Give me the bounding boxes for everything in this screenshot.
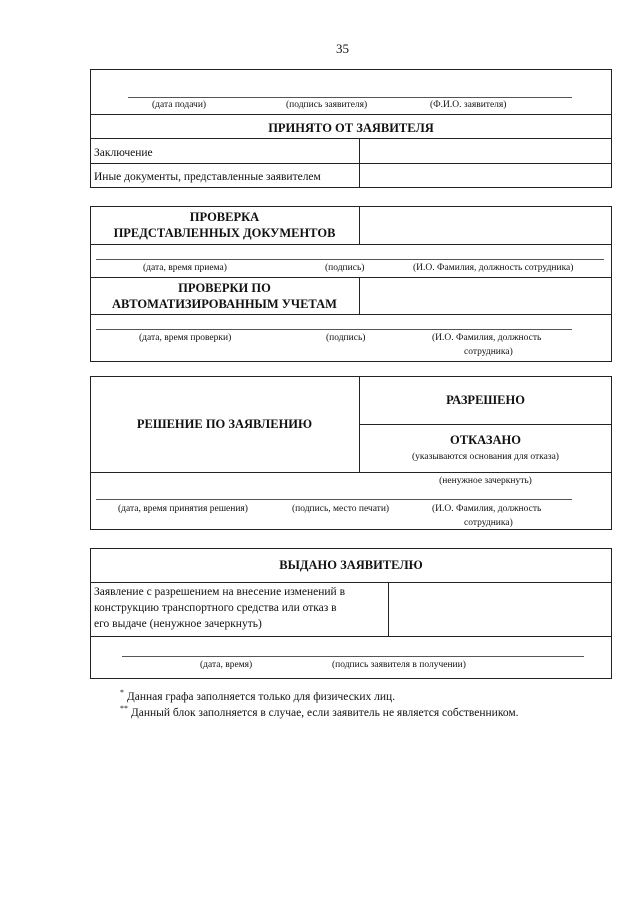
block1-divider-1 bbox=[90, 114, 612, 115]
footnote-1 bbox=[120, 689, 395, 703]
refusal-reason-note: (указываются основания для отказа) bbox=[412, 452, 559, 462]
receipt-employee-caption: (И.О. Фамилия, должность сотрудника) bbox=[413, 263, 574, 273]
footnote-1-mark: * bbox=[120, 688, 124, 697]
check-documents-heading-line1: ПРОВЕРКА bbox=[189, 210, 260, 224]
block2-divider-3 bbox=[90, 314, 612, 315]
block3-option-divider bbox=[359, 424, 612, 425]
block3-signature-line bbox=[96, 499, 572, 500]
auto-check-heading-line2: АВТОМАТИЗИРОВАННЫМ УЧЕТАМ bbox=[112, 297, 337, 311]
block2-column-divider-top bbox=[359, 206, 360, 244]
refused-option: ОТКАЗАНО bbox=[450, 433, 521, 447]
footnote-2-mark: ** bbox=[120, 704, 128, 713]
block2-divider-1 bbox=[90, 244, 612, 245]
conclusion-label: Заключение bbox=[94, 147, 153, 159]
decision-employee-caption-line1: (И.О. Фамилия, должность bbox=[432, 504, 542, 514]
applicant-signature-caption: (подпись заявителя) bbox=[286, 100, 368, 110]
check-documents-heading-line2: ПРЕДСТАВЛЕННЫХ ДОКУМЕНТОВ bbox=[113, 226, 336, 240]
allowed-option: РАЗРЕШЕНО bbox=[446, 393, 525, 407]
decision-signature-stamp-caption: (подпись, место печати) bbox=[292, 504, 390, 514]
check-employee-caption-line2: сотрудника) bbox=[464, 347, 513, 357]
block2-signature-line-1 bbox=[96, 259, 604, 260]
block4-divider-1 bbox=[90, 582, 612, 583]
check-employee-caption-line1: (И.О. Фамилия, должность bbox=[432, 333, 542, 343]
receipt-date-caption: (дата, время приема) bbox=[143, 263, 227, 273]
auto-check-heading-line1: ПРОВЕРКИ ПО bbox=[178, 281, 271, 295]
submission-date-caption: (дата подачи) bbox=[152, 100, 207, 110]
footnote-2-text: Данный блок заполняется в случае, если заявитель не является собственником. bbox=[128, 706, 519, 719]
block4-column-divider bbox=[388, 582, 389, 636]
receipt-signature-caption-applicant: (подпись заявителя в получении) bbox=[332, 660, 466, 670]
applicant-fio-caption: (Ф.И.О. заявителя) bbox=[430, 100, 507, 110]
issued-heading: ВЫДАНО ЗАЯВИТЕЛЮ bbox=[279, 558, 423, 572]
block2-signature-line-2 bbox=[96, 329, 572, 330]
receipt-signature-caption: (подпись) bbox=[325, 263, 365, 273]
decision-heading: РЕШЕНИЕ ПО ЗАЯВЛЕНИЮ bbox=[136, 417, 313, 431]
strike-through-note: (ненужное зачеркнуть) bbox=[439, 476, 532, 486]
received-heading: ПРИНЯТО ОТ ЗАЯВИТЕЛЯ bbox=[268, 121, 434, 135]
block2-divider-2 bbox=[90, 277, 612, 278]
other-documents-label: Иные документы, представленные заявителем bbox=[94, 171, 321, 183]
block1-divider-2 bbox=[90, 138, 612, 139]
block1-divider-3 bbox=[90, 163, 612, 164]
statement-line-1: Заявление с разрешением на внесение изменений в bbox=[94, 586, 346, 598]
decision-date-caption: (дата, время принятия решения) bbox=[118, 504, 248, 514]
statement-line-3: его выдаче (ненужное зачеркнуть) bbox=[94, 618, 262, 630]
statement-line-2: конструкцию транспортного средства или отказ в bbox=[94, 602, 337, 614]
decision-employee-caption-line2: сотрудника) bbox=[464, 518, 513, 528]
block2-column-divider-mid bbox=[359, 277, 360, 314]
block1-signature-line bbox=[128, 97, 572, 98]
footnote-1-text: Данная графа заполняется только для физических лиц. bbox=[124, 690, 396, 703]
check-signature-caption: (подпись) bbox=[326, 333, 366, 343]
page-number: 35 bbox=[336, 41, 349, 56]
block3-divider-1 bbox=[90, 472, 612, 473]
issue-date-caption: (дата, время) bbox=[200, 660, 253, 670]
block4-divider-2 bbox=[90, 636, 612, 637]
block4-signature-line bbox=[122, 656, 584, 657]
check-date-caption: (дата, время проверки) bbox=[139, 333, 232, 343]
footnote-2 bbox=[120, 705, 519, 719]
